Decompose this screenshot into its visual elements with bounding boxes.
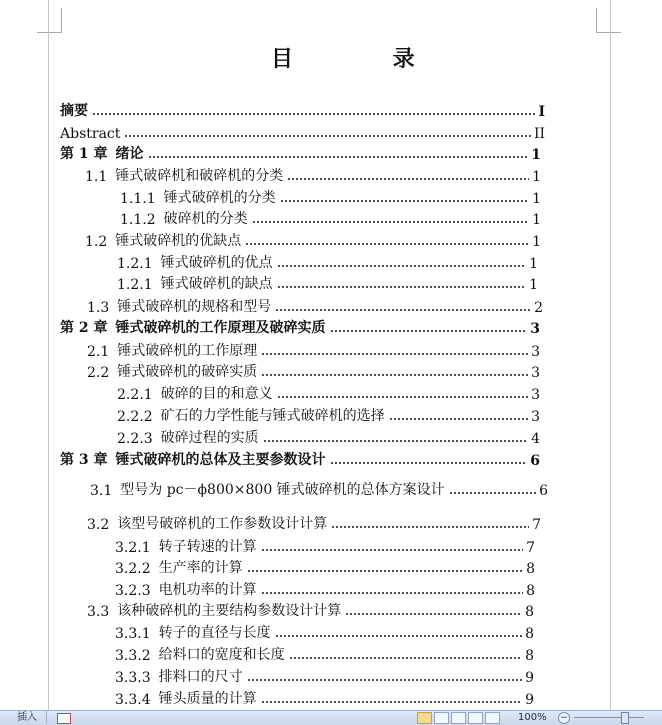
toc-entry-number: 1.1: [85, 169, 108, 185]
toc-dot-leader: [261, 701, 522, 703]
toc-dot-leader: [280, 200, 529, 202]
toc-entry-label: 锤式破碎机的规格和型号: [117, 299, 272, 315]
page-corner-mark-top-left: [37, 8, 62, 33]
toc-entry-label: 生产率的计算: [158, 560, 243, 576]
toc-dot-leader: [247, 570, 523, 572]
toc-entry-page: 8: [525, 626, 534, 642]
status-bar: [0, 710, 662, 725]
toc-entry-number: 3.2: [87, 517, 110, 533]
toc-entry-page: 1: [532, 234, 541, 250]
toc-entry[interactable]: [115, 536, 535, 556]
web-layout-view-icon[interactable]: [451, 712, 466, 724]
toc-title: 目 录: [271, 46, 461, 72]
zoom-slider-thumb[interactable]: [621, 712, 629, 724]
toc-entry-label: 锤式破碎机的缺点: [160, 276, 273, 292]
toc-entry[interactable]: [115, 644, 534, 664]
toc-dot-leader: [92, 113, 535, 115]
toc-entry-page: 2: [534, 300, 543, 316]
toc-dot-leader: [330, 330, 528, 332]
toc-entry-label: 破碎过程的实质: [160, 430, 259, 446]
toc-entry-number: 1.3: [87, 300, 110, 316]
toc-entry-label: 锤式破碎机的破碎实质: [117, 364, 258, 380]
toc-entry-number: 3.3.1: [115, 626, 151, 642]
toc-entry-label: 绪论: [115, 146, 144, 162]
zoom-out-icon[interactable]: −: [558, 712, 570, 724]
toc-entry-label: 锤式破碎机的工作原理: [117, 343, 258, 359]
toc-entry-label: Abstract: [60, 126, 121, 142]
page-corner-mark-top-right: [596, 8, 621, 33]
zoom-slider[interactable]: [574, 717, 644, 718]
toc-dot-leader: [261, 592, 523, 594]
insert-mode-indicator[interactable]: 插入: [8, 711, 47, 724]
toc-entry-page: 3: [531, 344, 540, 360]
toc-dot-leader: [277, 396, 528, 398]
toc-dot-leader: [345, 613, 522, 615]
toc-entry-page: 9: [525, 670, 534, 686]
toc-dot-leader: [330, 462, 528, 464]
toc-entry[interactable]: [117, 383, 540, 403]
toc-entry-label: 锤式破碎机的优点: [160, 255, 273, 271]
toc-dot-leader: [263, 440, 528, 442]
toc-entry-page: 9: [525, 692, 534, 708]
toc-entry[interactable]: [115, 666, 534, 686]
toc-entry-page: 1: [532, 169, 541, 185]
toc-entry-page: 6: [530, 453, 540, 469]
toc-dot-leader: [148, 156, 529, 158]
toc-entry[interactable]: [60, 100, 545, 120]
full-screen-reading-view-icon[interactable]: [434, 712, 449, 724]
macro-record-icon[interactable]: [57, 713, 71, 724]
toc-dot-leader: [449, 492, 536, 494]
toc-dot-leader: [287, 178, 529, 180]
toc-entry-label: 该种破碎机的主要结构参数设计计算: [117, 603, 342, 619]
toc-entry-number: 2.2.2: [117, 409, 153, 425]
toc-entry-page: 1: [529, 277, 538, 293]
zoom-level[interactable]: 100%: [518, 712, 547, 723]
toc-entry-label: 锤式破碎机和破碎机的分类: [115, 168, 284, 184]
toc-entry-number: 3.3.2: [115, 648, 151, 664]
toc-entry-label: 该型号破碎机的工作参数设计计算: [117, 516, 328, 532]
toc-entry[interactable]: [87, 600, 534, 620]
toc-entry-label: 锤式破碎机的分类: [163, 190, 276, 206]
toc-entry-number: 3.3.4: [115, 692, 151, 708]
toc-entry[interactable]: [117, 405, 540, 425]
view-buttons: [417, 712, 500, 724]
toc-entry-label: 转子的直径与长度: [158, 625, 271, 641]
toc-dot-leader: [247, 679, 522, 681]
toc-entry-page: 1: [532, 191, 541, 207]
toc-entry-number: 2.1: [87, 344, 110, 360]
toc-entry-label: 型号为 pc－ϕ800×800 锤式破碎机的总体方案设计: [120, 482, 445, 498]
toc-entry[interactable]: [117, 427, 540, 447]
toc-entry-label: 矿石的力学性能与锤式破碎机的选择: [160, 408, 385, 424]
toc-entry-number: 2.2.1: [117, 387, 153, 403]
toc-dot-leader: [252, 221, 529, 223]
toc-entry-number: 3.3.3: [115, 670, 151, 686]
toc-dot-leader: [124, 135, 531, 137]
toc-dot-leader: [289, 657, 522, 659]
toc-entry-number: 3.2.1: [115, 540, 151, 556]
toc-dot-leader: [261, 549, 523, 551]
toc-entry-number: 1.1.1: [120, 191, 156, 207]
toc-entry-number: 2.2: [87, 365, 110, 381]
toc-dot-leader: [245, 243, 529, 245]
toc-entry[interactable]: [115, 688, 534, 708]
toc-entry[interactable]: [115, 557, 535, 577]
toc-dot-leader: [277, 286, 526, 288]
toc-entry-page: 7: [532, 517, 541, 533]
toc-entry[interactable]: [87, 296, 543, 316]
toc-entry[interactable]: [85, 165, 541, 185]
toc-entry-page: 3: [531, 365, 540, 381]
toc-dot-leader: [261, 353, 528, 355]
toc-entry[interactable]: [117, 252, 538, 272]
toc-dot-leader: [331, 526, 529, 528]
toc-entry-label: 锤式破碎机的工作原理及破碎实质: [115, 320, 326, 336]
toc-entry[interactable]: [60, 143, 541, 163]
toc-entry-page: 8: [526, 583, 535, 599]
toc-entry-page: I: [538, 104, 545, 120]
toc-dot-leader: [277, 265, 526, 267]
draft-view-icon[interactable]: [485, 712, 500, 724]
toc-entry-page: 8: [525, 648, 534, 664]
toc-entry-number: 1.2: [85, 234, 108, 250]
toc-entry-number: 第 1 章: [60, 146, 108, 162]
toc-entry-page: 1: [532, 212, 541, 228]
toc-entry-number: 3.2.3: [115, 583, 151, 599]
toc-entry[interactable]: [87, 340, 540, 360]
margin-guide-left: [48, 0, 49, 710]
toc-entry-page: 1: [531, 147, 541, 163]
toc-entry-number: 第 3 章: [60, 452, 108, 468]
toc-entry[interactable]: [120, 208, 541, 228]
toc-entry-page: 8: [526, 561, 535, 577]
toc-entry-page: II: [533, 126, 545, 142]
toc-entry-page: 6: [539, 483, 548, 499]
toc-entry[interactable]: [87, 513, 541, 533]
toc-entry-label: 锤头质量的计算: [158, 691, 257, 707]
toc-entry-label: 转子转速的计算: [158, 539, 257, 555]
toc-entry-page: 4: [531, 431, 540, 447]
toc-entry-page: 3: [531, 387, 540, 403]
toc-entry[interactable]: [115, 622, 534, 642]
toc-dot-leader: [275, 635, 522, 637]
toc-entry-label: 破碎的目的和意义: [160, 386, 273, 402]
toc-entry-label: 锤式破碎机的优缺点: [115, 233, 242, 249]
toc-entry-number: 2.2.3: [117, 431, 153, 447]
toc-entry[interactable]: [90, 479, 548, 499]
toc-entry-number: 3.1: [90, 483, 113, 499]
toc-entry-label: 给料口的宽度和长度: [158, 647, 285, 663]
toc-entry-label: 破碎机的分类: [163, 211, 248, 227]
toc-entry-page: 1: [529, 256, 538, 272]
toc-entry-page: 3: [531, 409, 540, 425]
toc-entry[interactable]: [117, 273, 538, 293]
toc-entry-label: 排料口的尺寸: [158, 669, 243, 685]
toc-entry-number: 1.2.1: [117, 256, 153, 272]
toc-entry-page: 8: [525, 604, 534, 620]
margin-guide-right: [610, 0, 611, 710]
toc-entry-number: 3.2.2: [115, 561, 151, 577]
toc-entry[interactable]: [87, 361, 540, 381]
toc-entry[interactable]: [60, 449, 540, 469]
toc-entry[interactable]: [60, 317, 540, 337]
toc-dot-leader: [389, 418, 528, 420]
toc-entry-page: 7: [526, 540, 535, 556]
toc-entry-number: 1.2.1: [117, 277, 153, 293]
toc-entry-number: 3.3: [87, 604, 110, 620]
toc-dot-leader: [275, 309, 531, 311]
toc-entry[interactable]: [85, 230, 541, 250]
print-layout-view-icon[interactable]: [417, 712, 432, 724]
toc-entry-number: 1.1.2: [120, 212, 156, 228]
toc-entry-number: 第 2 章: [60, 320, 108, 336]
toc-entry[interactable]: [115, 579, 535, 599]
toc-entry[interactable]: [60, 122, 545, 142]
toc-entry-label: 电机功率的计算: [158, 582, 257, 598]
toc-dot-leader: [261, 374, 528, 376]
outline-view-icon[interactable]: [468, 712, 483, 724]
toc-entry-label: 锤式破碎机的总体及主要参数设计: [115, 452, 326, 468]
toc-entry-page: 3: [530, 321, 540, 337]
toc-entry-label: 摘要: [60, 103, 88, 119]
toc-entry[interactable]: [120, 187, 541, 207]
